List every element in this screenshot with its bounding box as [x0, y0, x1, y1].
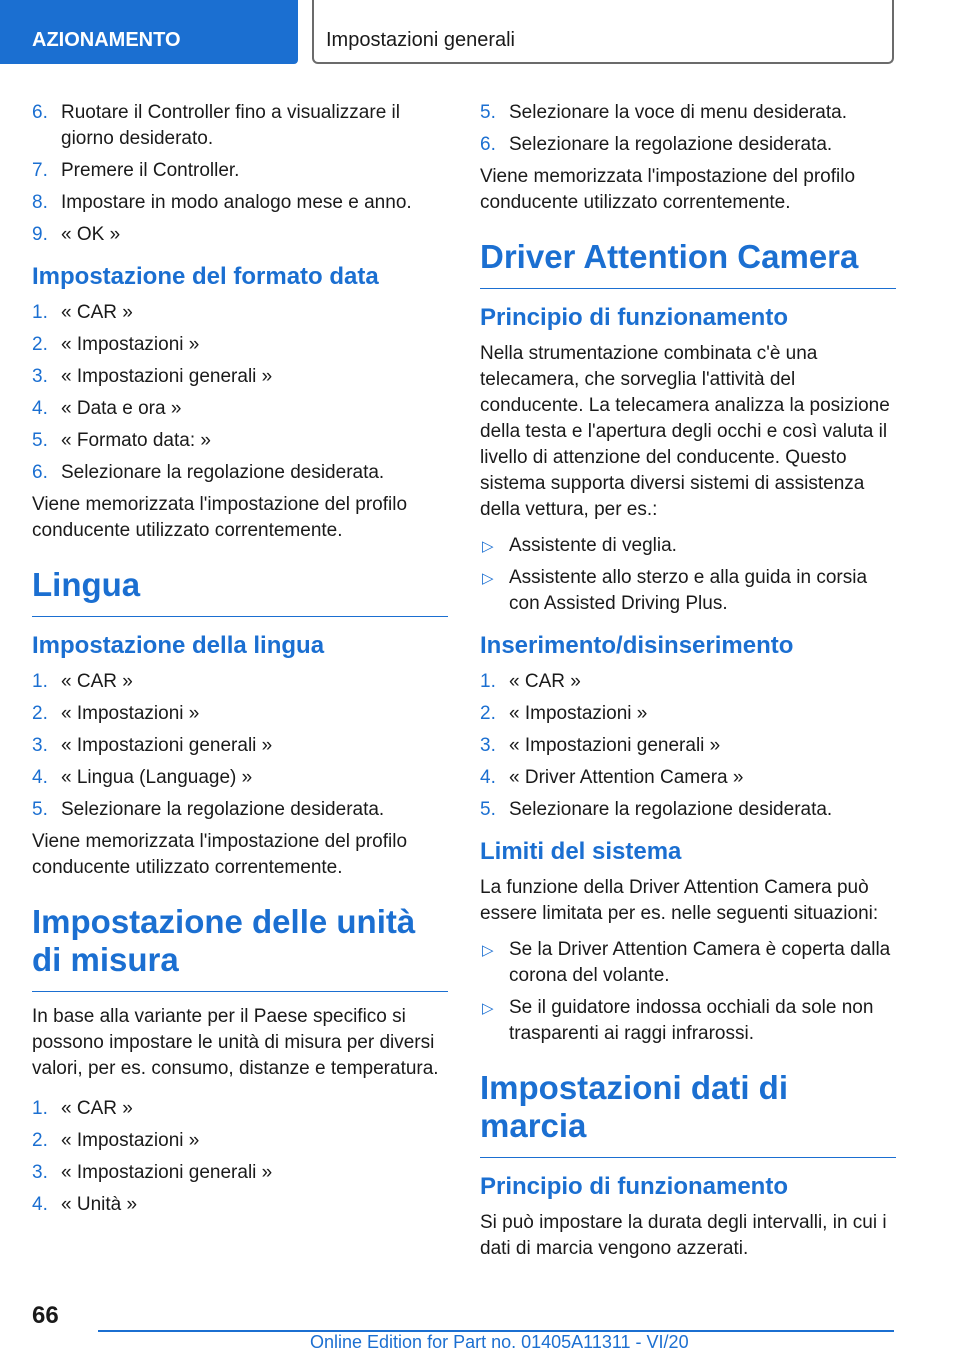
list-item — [32, 733, 448, 759]
chapter-title: Impostazioni generali — [312, 0, 894, 64]
list-item — [480, 669, 896, 695]
triangle-bullet-icon: ▷ — [482, 942, 494, 959]
list-item — [480, 995, 896, 1047]
list-item — [32, 300, 448, 326]
step-text: Selezionare la regolazione desiderata. — [509, 134, 833, 155]
list-item — [32, 1160, 448, 1186]
step-text: « Impostazioni generali » — [509, 735, 721, 756]
triangle-bullet-icon: ▷ — [482, 538, 494, 555]
list-item — [32, 190, 448, 216]
step-text: « CAR » — [61, 1098, 133, 1119]
unita-title: Impostazione delle unità di misura — [32, 903, 448, 992]
step-number: 3. — [32, 735, 48, 756]
step-text: « Impostazioni » — [61, 334, 200, 355]
dac-principle-heading: Principio di funzionamento — [480, 304, 788, 331]
list-item — [32, 428, 448, 454]
dac-onoff-heading: Inserimento/disinserimento — [480, 632, 794, 659]
step-number: 3. — [32, 1162, 48, 1183]
list-item — [32, 222, 448, 248]
footer-edition: Online Edition for Part no. 01405A11311 - VI/20 — [310, 1332, 689, 1352]
dac-limits-heading: Limiti del sistema — [480, 838, 682, 865]
list-item — [32, 100, 448, 152]
dac-onoff-steps — [480, 669, 896, 823]
unita-steps — [32, 1096, 448, 1218]
step-number: 7. — [32, 160, 48, 181]
step-text: Selezionare la voce di menu desiderata. — [509, 102, 847, 123]
step-number: 2. — [32, 703, 48, 724]
step-text: « CAR » — [61, 302, 133, 323]
unita-intro: In base alla variante per il Paese specifico si possono impostare le unità di misura per diversi valori, per es. consumo, distanze e temperatura. — [32, 1006, 439, 1079]
step-number: 4. — [32, 1194, 48, 1215]
step-text: « Impostazioni generali » — [61, 1162, 273, 1183]
step-text: Premere il Controller. — [61, 160, 240, 181]
trip-title: Impostazioni dati di marcia — [480, 1069, 896, 1158]
list-item — [480, 937, 896, 989]
step-number: 6. — [32, 462, 48, 483]
lingua-note: Viene memorizzata l'impostazione del profilo conducente utilizzato correntemente. — [32, 831, 408, 878]
step-number: 3. — [480, 735, 496, 756]
list-item — [32, 396, 448, 422]
step-text: « OK » — [61, 224, 121, 245]
lingua-steps — [32, 669, 448, 823]
step-number: 3. — [32, 366, 48, 387]
step-number: 1. — [32, 302, 48, 323]
step-text: « Impostazioni » — [509, 703, 648, 724]
bullet-text: Se la Driver Attention Camera è coperta dalla corona del volante. — [509, 939, 891, 986]
step-text: Ruotare il Controller fino a visualizzare il giorno desiderato. — [61, 102, 400, 149]
page-header — [0, 0, 960, 66]
list-item — [32, 765, 448, 791]
step-number: 6. — [32, 102, 48, 123]
list-item — [480, 100, 896, 126]
bullet-text: Se il guidatore indossa occhiali da sole non trasparenti ai raggi infrarossi. — [509, 997, 874, 1044]
trip-principle-text: Si può impostare la durata degli intervalli, in cui i dati di marcia vengono azzerati. — [480, 1212, 887, 1259]
trip-principle-heading: Principio di funzionamento — [480, 1173, 788, 1200]
step-number: 4. — [32, 767, 48, 788]
step-text: Selezionare la regolazione desiderata. — [61, 462, 385, 483]
list-item — [480, 533, 896, 559]
right-column — [480, 100, 896, 1272]
step-text: « Lingua (Language) » — [61, 767, 253, 788]
list-item — [32, 1128, 448, 1154]
list-item — [480, 733, 896, 759]
step-number: 5. — [480, 102, 496, 123]
list-item — [32, 1192, 448, 1218]
step-number: 4. — [480, 767, 496, 788]
list-item — [32, 701, 448, 727]
dac-limits-bullets — [480, 937, 896, 1047]
step-text: « Impostazioni » — [61, 703, 200, 724]
list-item — [480, 765, 896, 791]
section-tab: AZIONAMENTO — [0, 0, 298, 64]
list-item — [480, 797, 896, 823]
list-item — [32, 332, 448, 358]
date-format-note: Viene memorizzata l'impostazione del profilo conducente utilizzato correntemente. — [32, 494, 408, 541]
profile-note: Viene memorizzata l'impostazione del profilo conducente utilizzato correntemente. — [480, 166, 856, 213]
step-text: Impostare in modo analogo mese e anno. — [61, 192, 412, 213]
step-text: « CAR » — [61, 671, 133, 692]
step-number: 8. — [32, 192, 48, 213]
step-text: « Data e ora » — [61, 398, 182, 419]
step-text: « Impostazioni generali » — [61, 735, 273, 756]
step-text: « Formato data: » — [61, 430, 211, 451]
list-item — [480, 565, 896, 617]
dac-limits-text: La funzione della Driver Attention Camera può essere limitata per es. nelle seguenti situazioni: — [480, 877, 879, 924]
dac-principle-text: Nella strumentazione combinata c'è una telecamera, che sorveglia l'attività del conducente. La telecamera analizza la posizione della testa e l'apertura degli occhi e così valuta il livello di attenzione del conducente. Questo sistema supporta diversi sistemi di assistenza della vettura, per es.: — [480, 343, 890, 520]
step-text: Selezionare la regolazione desiderata. — [61, 799, 385, 820]
list-item — [32, 669, 448, 695]
step-number: 6. — [480, 134, 496, 155]
step-number: 2. — [32, 334, 48, 355]
list-item — [32, 1096, 448, 1122]
step-text: « Impostazioni generali » — [61, 366, 273, 387]
step-number: 9. — [32, 224, 48, 245]
step-number: 1. — [32, 671, 48, 692]
left-column — [32, 100, 448, 1224]
list-item — [32, 460, 448, 486]
step-number: 5. — [480, 799, 496, 820]
step-text: « Driver Attention Camera » — [509, 767, 744, 788]
bullet-text: Assistente di veglia. — [509, 535, 677, 556]
dac-bullets — [480, 533, 896, 617]
step-text: « Unità » — [61, 1194, 138, 1215]
triangle-bullet-icon: ▷ — [482, 570, 494, 587]
date-format-heading: Impostazione del formato data — [32, 263, 379, 290]
step-number: 2. — [32, 1130, 48, 1151]
dac-title: Driver Attention Camera — [480, 238, 896, 289]
step-number: 2. — [480, 703, 496, 724]
step-number: 1. — [32, 1098, 48, 1119]
list-item — [32, 158, 448, 184]
triangle-bullet-icon: ▷ — [482, 1000, 494, 1017]
step-number: 5. — [32, 799, 48, 820]
lingua-subheading: Impostazione della lingua — [32, 632, 325, 659]
step-text: « Impostazioni » — [61, 1130, 200, 1151]
page-number: 66 — [32, 1302, 59, 1329]
list-item — [32, 364, 448, 390]
list-item — [480, 701, 896, 727]
list-item — [480, 132, 896, 158]
date-format-steps — [32, 300, 448, 486]
steps-list — [32, 100, 448, 248]
lingua-title: Lingua — [32, 566, 448, 617]
step-text: « CAR » — [509, 671, 581, 692]
step-number: 1. — [480, 671, 496, 692]
step-number: 4. — [32, 398, 48, 419]
bullet-text: Assistente allo sterzo e alla guida in corsia con Assisted Driving Plus. — [509, 567, 868, 614]
list-item — [32, 797, 448, 823]
step-number: 5. — [32, 430, 48, 451]
step-text: Selezionare la regolazione desiderata. — [509, 799, 833, 820]
steps-list — [480, 100, 896, 158]
